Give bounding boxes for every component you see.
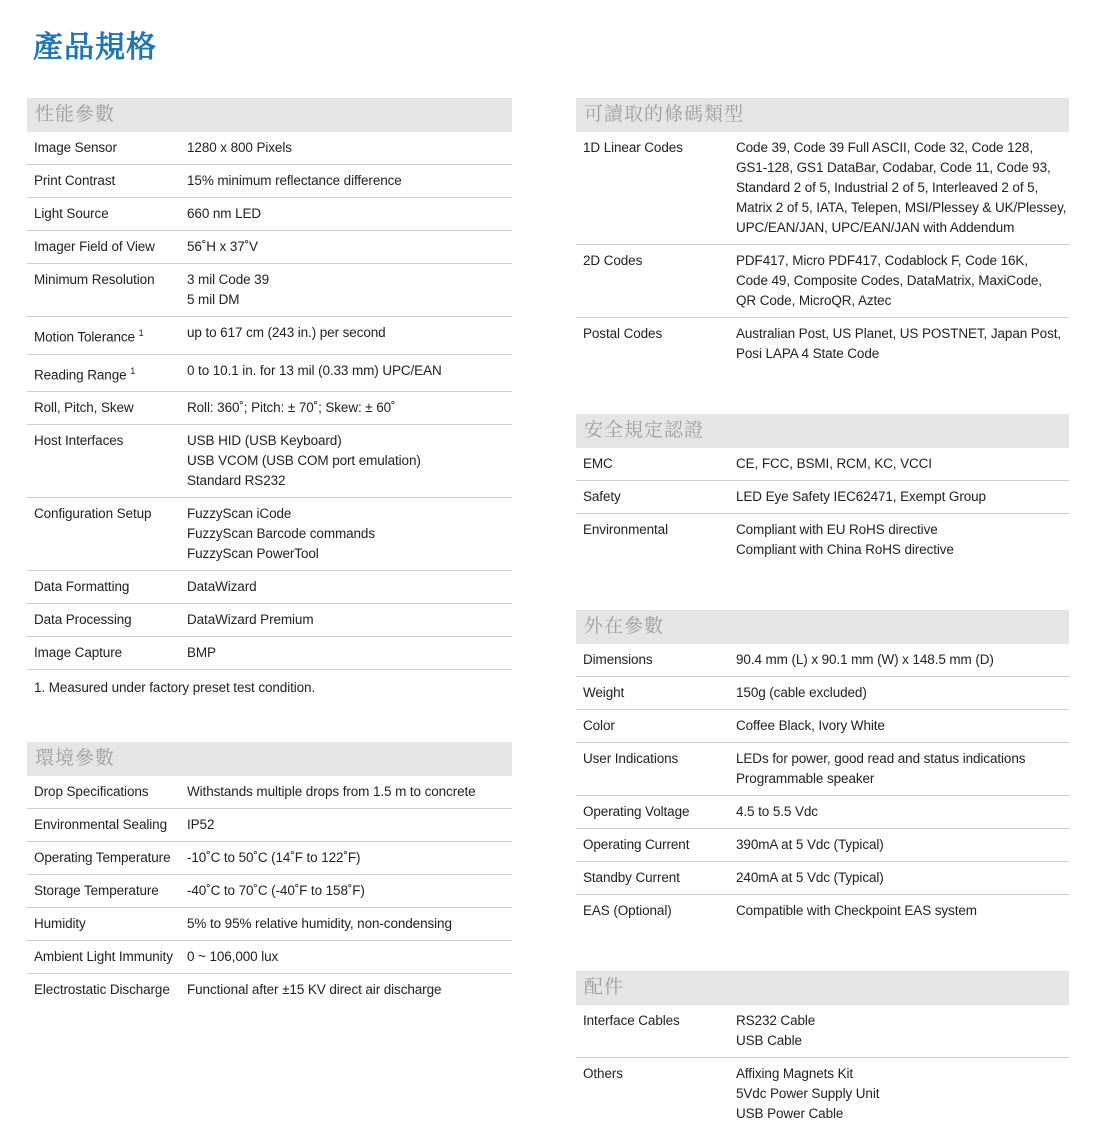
spec-value-line: UPC/EAN/JAN, UPC/EAN/JAN with Addendum xyxy=(736,220,1015,235)
spec-value xyxy=(736,454,1069,474)
spec-label: Motion Tolerance $^1$ xyxy=(34,328,144,345)
spec-label: Environmental xyxy=(583,522,668,537)
spec-label: Postal Codes xyxy=(583,326,663,341)
spec-label: Light Source xyxy=(34,206,109,221)
spec-value-line: Compliant with EU RoHS directive xyxy=(736,522,938,537)
spec-label: Environmental Sealing xyxy=(34,817,167,832)
spec-row xyxy=(576,895,1069,927)
spec-label: Weight xyxy=(583,685,625,700)
spec-row xyxy=(576,514,1069,566)
spec-row xyxy=(576,743,1069,796)
spec-value xyxy=(736,1064,1069,1124)
spec-label: Dimensions xyxy=(583,652,653,667)
spec-value-line: Standard RS232 xyxy=(187,473,286,488)
spec-value xyxy=(187,204,512,224)
spec-value xyxy=(736,901,1069,921)
spec-label: Host Interfaces xyxy=(34,433,124,448)
spec-table xyxy=(576,132,1069,370)
spec-value xyxy=(187,881,512,901)
spec-label: Interface Cables xyxy=(583,1013,680,1028)
spec-value-line: RS232 Cable xyxy=(736,1013,816,1028)
section-safety-certifications xyxy=(576,414,1069,566)
spec-value-line: 5 mil DM xyxy=(187,292,240,307)
spec-table xyxy=(576,644,1069,927)
spec-label: Minimum Resolution xyxy=(34,272,155,287)
spec-value xyxy=(736,835,1069,855)
spec-row xyxy=(27,498,512,571)
spec-value-line: Functional after ±15 KV direct air discharge xyxy=(187,982,442,997)
spec-value-line: IP52 xyxy=(187,817,215,832)
spec-value xyxy=(187,237,512,257)
spec-value xyxy=(187,980,512,1000)
section-physical xyxy=(576,610,1069,927)
spec-value xyxy=(187,643,512,663)
spec-label: Storage Temperature xyxy=(34,883,159,898)
spec-row xyxy=(27,198,512,231)
spec-value xyxy=(187,138,512,158)
spec-value-line: Standard 2 of 5, Industrial 2 of 5, Interleaved 2 of 5, xyxy=(736,180,1039,195)
spec-value-line: DataWizard xyxy=(187,579,257,594)
spec-value xyxy=(187,361,512,386)
spec-row xyxy=(27,604,512,637)
spec-row xyxy=(576,829,1069,862)
spec-value-line: up to 617 cm (243 in.) per second xyxy=(187,325,386,340)
spec-value-line: PDF417, Micro PDF417, Codablock F, Code 16K, xyxy=(736,253,1028,268)
section-header-safety-certifications: 安全規定認證 xyxy=(576,414,1069,448)
spec-value-line: -10˚C to 50˚C (14˚F to 122˚F) xyxy=(187,850,361,865)
spec-row xyxy=(27,425,512,498)
spec-columns xyxy=(27,98,1101,1134)
spec-value xyxy=(187,398,512,418)
section-header-accessories: 配件 xyxy=(576,971,1069,1005)
spec-row xyxy=(576,132,1069,245)
spec-value xyxy=(736,868,1069,888)
spec-value-line: FuzzyScan PowerTool xyxy=(187,546,319,561)
spec-value-line: QR Code, MicroQR, Aztec xyxy=(736,293,892,308)
section-footnote: 1. Measured under factory preset test condition. xyxy=(34,680,316,695)
spec-label: Others xyxy=(583,1066,623,1081)
spec-row xyxy=(576,318,1069,370)
page-title: 產品規格 xyxy=(33,31,157,64)
spec-value-line: LEDs for power, good read and status indications xyxy=(736,751,1026,766)
spec-value xyxy=(736,138,1069,238)
spec-label: Standby Current xyxy=(583,870,680,885)
spec-value-line: Withstands multiple drops from 1.5 m to concrete xyxy=(187,784,476,799)
spec-row xyxy=(27,165,512,198)
spec-label: Configuration Setup xyxy=(34,506,152,521)
spec-label: EAS (Optional) xyxy=(583,903,672,918)
spec-label: Color xyxy=(583,718,615,733)
spec-value-line: 5% to 95% relative humidity, non-condensing xyxy=(187,916,452,931)
spec-label: Image Capture xyxy=(34,645,122,660)
spec-value xyxy=(187,815,512,835)
spec-value xyxy=(736,802,1069,822)
spec-value-line: Code 39, Code 39 Full ASCII, Code 32, Code 128, xyxy=(736,140,1033,155)
spec-value xyxy=(187,270,512,310)
spec-value-line: 1280 x 800 Pixels xyxy=(187,140,292,155)
spec-label: 1D Linear Codes xyxy=(583,140,683,155)
spec-value-line: USB Power Cable xyxy=(736,1106,844,1121)
spec-label: Operating Current xyxy=(583,837,690,852)
spec-value xyxy=(187,782,512,802)
spec-value-line: 0 to 10.1 in. for 13 mil (0.33 mm) UPC/EAN xyxy=(187,362,442,378)
spec-value xyxy=(736,650,1069,670)
section-barcode-types xyxy=(576,98,1069,370)
spec-value xyxy=(187,323,512,348)
spec-value-line: DataWizard Premium xyxy=(187,612,314,627)
spec-row xyxy=(27,842,512,875)
spec-value-line: 0 ~ 106,000 lux xyxy=(187,949,279,964)
spec-value-line: FuzzyScan iCode xyxy=(187,506,292,521)
spec-value-line: GS1-128, GS1 DataBar, Codabar, Code 11, Code 93, xyxy=(736,160,1051,175)
spec-row xyxy=(27,974,512,1006)
spec-value xyxy=(187,610,512,630)
spec-row xyxy=(27,264,512,317)
spec-row xyxy=(576,1005,1069,1058)
spec-value xyxy=(736,716,1069,736)
spec-value-line: CE, FCC, BSMI, RCM, KC, VCCI xyxy=(736,456,932,471)
spec-value-line: FuzzyScan Barcode commands xyxy=(187,526,375,541)
spec-row xyxy=(576,796,1069,829)
spec-row xyxy=(27,392,512,425)
spec-row xyxy=(27,875,512,908)
spec-value-line: USB VCOM (USB COM port emulation) xyxy=(187,453,421,468)
spec-value-line: 90.4 mm (L) x 90.1 mm (W) x 148.5 mm (D) xyxy=(736,652,994,667)
spec-label-footnote-ref: 1 xyxy=(138,328,144,338)
spec-row xyxy=(27,317,512,355)
section-accessories xyxy=(576,971,1069,1130)
spec-value-line: BMP xyxy=(187,645,216,660)
spec-value xyxy=(736,683,1069,703)
spec-row xyxy=(27,908,512,941)
spec-row xyxy=(27,776,512,809)
spec-label: Ambient Light Immunity xyxy=(34,949,173,964)
spec-value-line: 5Vdc Power Supply Unit xyxy=(736,1086,880,1101)
spec-row xyxy=(576,677,1069,710)
spec-row xyxy=(27,355,512,393)
spec-table xyxy=(576,1005,1069,1130)
spec-value xyxy=(187,914,512,934)
spec-value xyxy=(187,504,512,564)
spec-table xyxy=(27,776,512,1006)
spec-table xyxy=(27,132,512,670)
spec-table xyxy=(576,448,1069,566)
spec-row xyxy=(576,862,1069,895)
spec-row xyxy=(27,571,512,604)
spec-row xyxy=(27,231,512,264)
spec-value-line: 3 mil Code 39 xyxy=(187,272,269,287)
spec-value-line: USB HID (USB Keyboard) xyxy=(187,433,342,448)
spec-row xyxy=(27,941,512,974)
spec-label: Operating Voltage xyxy=(583,804,690,819)
spec-value-line: Roll: 360˚; Pitch: ± 70˚; Skew: ± 60˚ xyxy=(187,400,396,415)
spec-value-line: 56˚H x 37˚V xyxy=(187,239,258,254)
spec-value-line: 15% minimum reflectance difference xyxy=(187,173,402,188)
spec-row xyxy=(27,637,512,670)
spec-value xyxy=(187,577,512,597)
section-header-barcode-types: 可讀取的條碼類型 xyxy=(576,98,1069,132)
section-header-performance: 性能參數 xyxy=(27,98,512,132)
spec-row xyxy=(576,448,1069,481)
spec-value-line: Compliant with China RoHS directive xyxy=(736,542,954,557)
spec-value-line: 240mA at 5 Vdc (Typical) xyxy=(736,870,884,885)
spec-label: User Indications xyxy=(583,751,679,766)
spec-label: Imager Field of View xyxy=(34,239,155,254)
spec-value-line: Compatible with Checkpoint EAS system xyxy=(736,903,977,918)
spec-value-line: -40˚C to 70˚C (-40˚F to 158˚F) xyxy=(187,883,365,898)
spec-label: Drop Specifications xyxy=(34,784,149,799)
spec-value xyxy=(736,324,1069,364)
spec-label: Reading Range $^1$ xyxy=(34,365,136,382)
spec-value xyxy=(736,487,1069,507)
spec-value xyxy=(187,171,512,191)
spec-value-line: 150g (cable excluded) xyxy=(736,685,867,700)
spec-value-line: 660 nm LED xyxy=(187,206,262,221)
spec-row xyxy=(576,245,1069,318)
spec-label: Data Processing xyxy=(34,612,132,627)
section-header-environment: 環境參數 xyxy=(27,742,512,776)
column-left xyxy=(27,98,512,1134)
spec-value xyxy=(187,848,512,868)
spec-value xyxy=(187,947,512,967)
spec-value-line: USB Cable xyxy=(736,1033,802,1048)
spec-value-line: Code 49, Composite Codes, DataMatrix, MaxiCode, xyxy=(736,273,1042,288)
spec-value-line: Programmable speaker xyxy=(736,771,875,786)
spec-value xyxy=(736,1011,1069,1051)
spec-label: Print Contrast xyxy=(34,173,116,188)
spec-value-line: LED Eye Safety IEC62471, Exempt Group xyxy=(736,489,986,504)
spec-value-line: Affixing Magnets Kit xyxy=(736,1066,854,1081)
spec-value-line: Posi LAPA 4 State Code xyxy=(736,346,880,361)
section-environment xyxy=(27,742,512,1006)
spec-value xyxy=(736,520,1069,560)
spec-value xyxy=(736,251,1069,311)
spec-label: Data Formatting xyxy=(34,579,130,594)
spec-label: Roll, Pitch, Skew xyxy=(34,400,134,415)
spec-label-footnote-ref: 1 xyxy=(130,365,136,376)
spec-row xyxy=(576,1058,1069,1130)
spec-row xyxy=(576,710,1069,743)
section-header-physical: 外在參數 xyxy=(576,610,1069,644)
spec-label: Safety xyxy=(583,489,621,504)
spec-label: 2D Codes xyxy=(583,253,643,268)
spec-label: EMC xyxy=(583,456,613,471)
spec-row xyxy=(27,809,512,842)
spec-row xyxy=(27,132,512,165)
spec-value-line: Australian Post, US Planet, US POSTNET, Japan Post, xyxy=(736,326,1062,341)
spec-value-line: Matrix 2 of 5, IATA, Telepen, MSI/Plessey & UK/Plessey, xyxy=(736,200,1067,215)
spec-row xyxy=(576,644,1069,677)
section-performance xyxy=(27,98,512,698)
spec-value-line: 390mA at 5 Vdc (Typical) xyxy=(736,837,884,852)
spec-label: Humidity xyxy=(34,916,86,931)
spec-label: Image Sensor xyxy=(34,140,117,155)
spec-value-line: 4.5 to 5.5 Vdc xyxy=(736,804,818,819)
spec-value-line: Coffee Black, Ivory White xyxy=(736,718,885,733)
spec-value xyxy=(736,749,1069,789)
spec-value xyxy=(187,431,512,491)
spec-row xyxy=(576,481,1069,514)
column-right xyxy=(576,98,1069,1134)
spec-label: Electrostatic Discharge xyxy=(34,982,170,997)
spec-label: Operating Temperature xyxy=(34,850,171,865)
